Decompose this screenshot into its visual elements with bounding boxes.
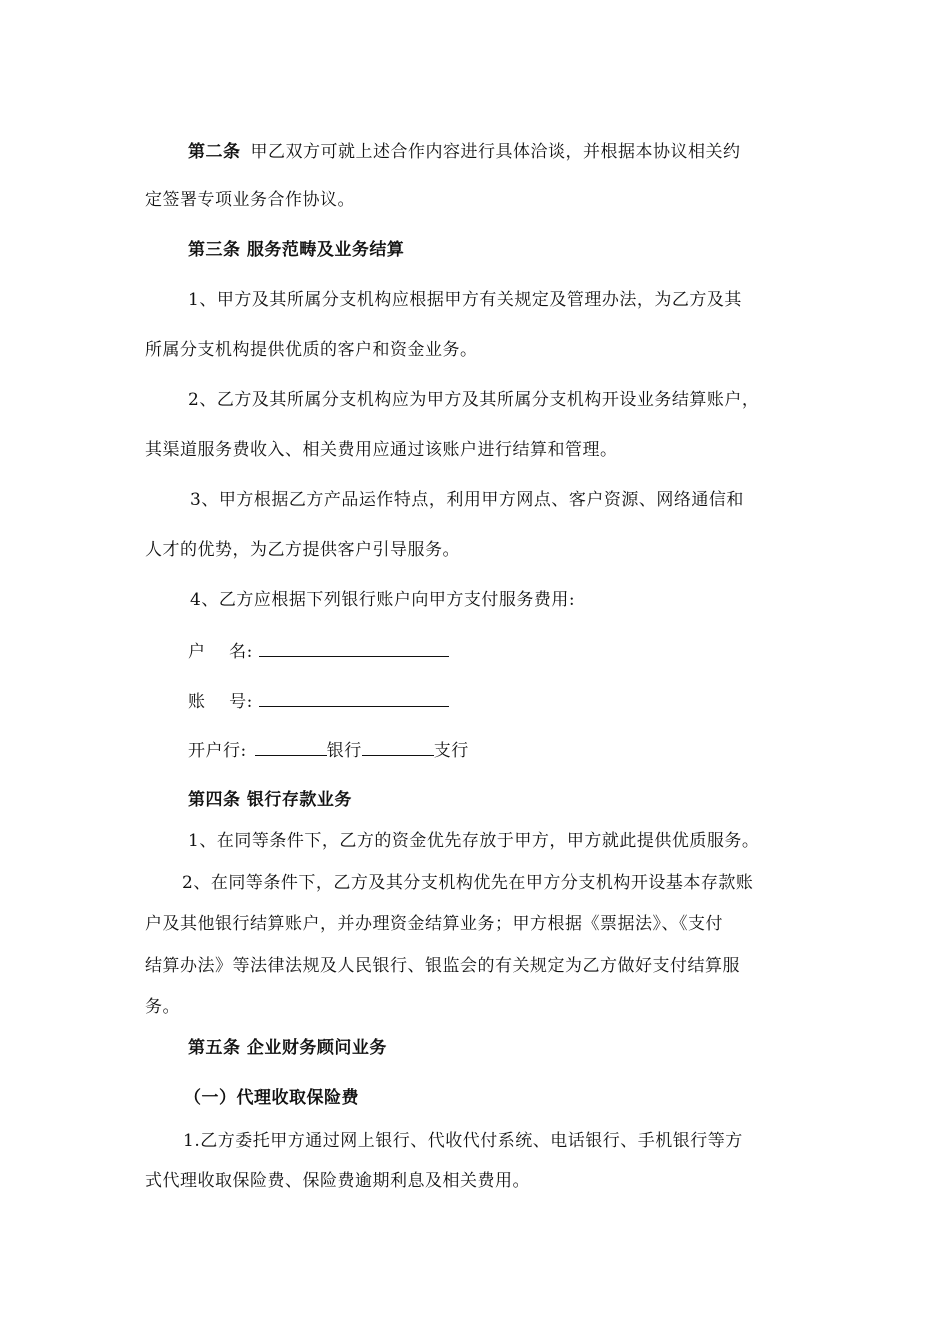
branch-name-blank xyxy=(362,737,434,756)
article-3-item3-line2: 人才的优势，为乙方提供客户引导服务。 xyxy=(145,540,460,560)
article-3-heading: 第三条 服务范畴及业务结算 xyxy=(188,240,405,260)
article-4-item2-line1: 2、在同等条件下，乙方及其分支机构优先在甲方分支机构开设基本存款账 xyxy=(182,873,754,893)
account-name-blank xyxy=(259,638,449,657)
article-3-item1-line1: 1、甲方及其所属分支机构应根据甲方有关规定及管理办法，为乙方及其 xyxy=(188,290,742,310)
account-name-row xyxy=(188,638,449,664)
article-3-item4: 4、乙方应根据下列银行账户向甲方支付服务费用: xyxy=(190,590,576,610)
article-5-item1-line2: 式代理收取保险费、保险费逾期利息及相关费用。 xyxy=(145,1171,530,1191)
article-4-item2-line3: 结算办法》等法律法规及人民银行、银监会的有关规定为乙方做好支付结算服 xyxy=(145,956,740,976)
account-number-blank xyxy=(259,688,449,707)
article-4-heading: 第四条 银行存款业务 xyxy=(188,790,352,810)
account-name-label: 户 名: xyxy=(188,642,253,662)
article-2-paragraph xyxy=(188,140,741,164)
bank-label: 开户行: xyxy=(188,741,247,761)
account-number-label: 账 号: xyxy=(188,692,253,712)
article-5-item1-line1: 1.乙方委托甲方通过网上银行、代收代付系统、电话银行、手机银行等方 xyxy=(183,1131,743,1151)
branch-word: 支行 xyxy=(433,741,469,761)
article-5-heading: 第五条 企业财务顾问业务 xyxy=(188,1038,387,1058)
article-4-item2-line4: 务。 xyxy=(145,997,180,1017)
article-4-item2-line2: 户及其他银行结算账户，并办理资金结算业务；甲方根据《票据法》、《支付 xyxy=(145,914,723,934)
article-3-item2-line1: 2、乙方及其所属分支机构应为甲方及其所属分支机构开设业务结算账户， xyxy=(188,390,760,410)
article-3-item3-line1: 3、甲方根据乙方产品运作特点，利用甲方网点、客户资源、网络通信和 xyxy=(190,490,744,510)
bank-row xyxy=(188,737,469,763)
article-2-text-line2: 定签署专项业务合作协议。 xyxy=(145,190,355,210)
article-5-subheading: （一）代理收取保险费 xyxy=(184,1088,359,1108)
account-number-row xyxy=(188,688,449,714)
article-4-item1: 1、在同等条件下，乙方的资金优先存放于甲方，甲方就此提供优质服务。 xyxy=(188,831,760,851)
article-2-text-line1: 甲乙双方可就上述合作内容进行具体洽谈，并根据本协议相关约 xyxy=(250,142,741,162)
article-2-heading: 第二条 xyxy=(188,142,241,162)
bank-name-blank xyxy=(255,737,327,756)
article-3-item2-line2: 其渠道服务费收入、相关费用应通过该账户进行结算和管理。 xyxy=(145,440,618,460)
bank-word: 银行 xyxy=(326,741,362,761)
article-3-item1-line2: 所属分支机构提供优质的客户和资金业务。 xyxy=(145,340,478,360)
